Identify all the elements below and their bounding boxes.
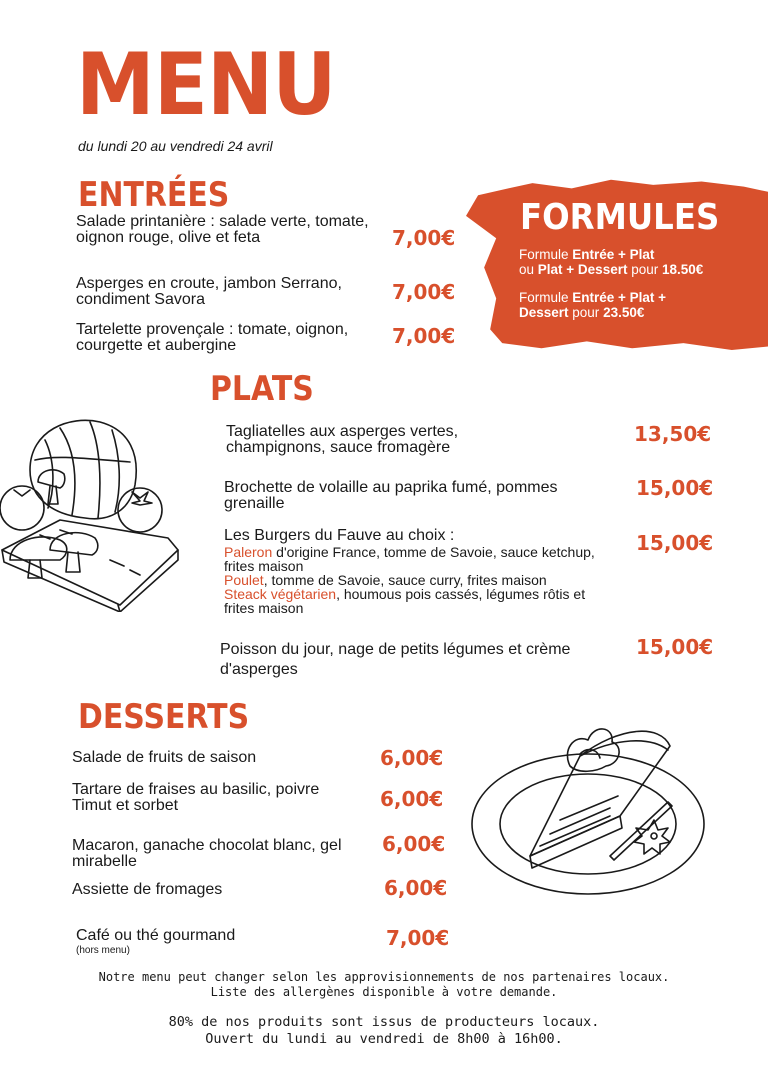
- desserts-heading: DESSERTS: [78, 697, 250, 737]
- entree-item-name: Asperges en croute, jambon Serrano, condiment Savora: [76, 275, 342, 308]
- entrees-heading: ENTRÉES: [78, 175, 230, 215]
- footer-note-3: 80% de nos produits sont issus de producteurs locaux.: [168, 1014, 600, 1030]
- formule-complete: Formule Entrée + Plat + Dessert pour 23.50€: [519, 290, 667, 320]
- plat-item-name: Tagliatelles aux asperges vertes, champignons, sauce fromagère: [226, 423, 459, 456]
- dessert-item-price: 6,00€: [380, 787, 444, 811]
- dessert-item-price: 6,00€: [382, 832, 446, 856]
- dessert-item-note: (hors menu): [76, 945, 130, 956]
- formule-entree-plat: Formule Entrée + Plat ou Plat + Dessert pour 18.50€: [519, 247, 704, 277]
- burger-option: Paleron d'origine France, tomme de Savoie, sauce ketchup, frites maison: [224, 544, 595, 574]
- plat-item-name: Les Burgers du Fauve au choix :: [224, 527, 455, 544]
- entree-item-price: 7,00€: [392, 226, 456, 250]
- entree-item-name: Tartelette provençale : tomate, oignon, courgette et aubergine: [76, 321, 349, 354]
- entree-item-name: Salade printanière : salade verte, tomate, oignon rouge, olive et feta: [76, 213, 369, 246]
- dessert-item-name: Tartare de fraises au basilic, poivre Timut et sorbet: [72, 781, 320, 814]
- menu-title: MENU: [76, 35, 336, 135]
- dessert-item-name: Salade de fruits de saison: [72, 749, 257, 766]
- dessert-item-price: 7,00€: [386, 926, 450, 950]
- plat-item-price: 15,00€: [636, 531, 714, 555]
- plats-heading: PLATS: [210, 369, 314, 409]
- footer-note-1: Notre menu peut changer selon les approvisionnements de nos partenaires locaux.: [98, 970, 670, 984]
- footer-note-2: Liste des allergènes disponible à votre demande.: [210, 985, 558, 999]
- burger-option: Poulet, tomme de Savoie, sauce curry, frites maison: [224, 572, 547, 588]
- plat-item-price: 13,50€: [634, 422, 712, 446]
- vegetables-illustration: [0, 400, 200, 612]
- formules-heading: FORMULES: [520, 197, 720, 238]
- plat-item-name: Brochette de volaille au paprika fumé, pommes grenaille: [224, 479, 558, 512]
- plat-item-price: 15,00€: [636, 635, 714, 659]
- burger-option: Steack végétarien, houmous pois cassés, légumes rôtis et frites maison: [224, 586, 586, 616]
- dessert-item-name: Macaron, ganache chocolat blanc, gel mirabelle: [72, 837, 342, 870]
- dessert-item-name: Café ou thé gourmand: [76, 927, 236, 944]
- footer-note-4: Ouvert du lundi au vendredi de 8h00 à 16h00.: [205, 1031, 563, 1047]
- dessert-item-price: 6,00€: [384, 876, 448, 900]
- pie-slice-illustration: [470, 706, 706, 898]
- entree-item-price: 7,00€: [392, 324, 456, 348]
- plat-item-price: 15,00€: [636, 476, 714, 500]
- burger-options: [224, 545, 609, 615]
- menu-date-range: du lundi 20 au vendredi 24 avril: [78, 138, 273, 154]
- dessert-item-price: 6,00€: [380, 746, 444, 770]
- entree-item-price: 7,00€: [392, 280, 456, 304]
- dessert-item-name: Assiette de fromages: [72, 881, 223, 898]
- plat-item-name: Poisson du jour, nage de petits légumes et crème d'asperges: [220, 641, 571, 678]
